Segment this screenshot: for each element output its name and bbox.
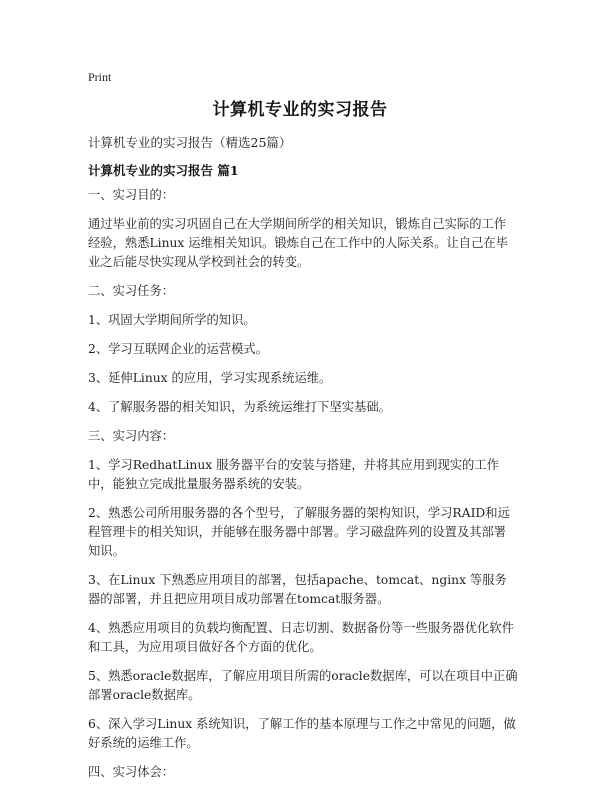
list-item: 2、学习互联网企业的运营模式。 [88,342,268,356]
paragraph: 通过毕业前的实习巩固自己在大学期间所学的相关知识，锻炼自己实际的工作经验，熟悉Linux 运维相关知识。锻炼自己在工作中的人际关系。让自己在毕业之后能尽快实现从学校到社会的转变。 [88,217,508,269]
list-item: 4、了解服务器的相关知识，为系统运维打下坚实基础。 [88,400,391,414]
document-title: 计算机专业的实习报告 [212,100,388,120]
print-label: Print [88,70,112,84]
paragraph-heading-content: 三、实习内容： [88,429,175,443]
list-item: 1、学习RedhatLinux 服务器平台的安装与搭建，并将其应用到现实的工作中，能独立完成批量服务器系统的安装。 [88,458,499,491]
list-item: 3、在Linux 下熟悉应用项目的部署，包括apache、tomcat、nginx 等服务器的部署，并且把应用项目成功部署在tomcat服务器。 [88,573,507,606]
list-item: 4、熟悉应用项目的负载均衡配置、日志切割、数据备份等一些服务器优化软件和工具，为应用项目做好各个方面的优化。 [88,621,514,654]
list-item: 5、熟悉oracle数据库，了解应用项目所需的oracle数据库，可以在项目中正确部署oracle数据库。 [88,669,518,702]
list-item: 6、深入学习Linux 系统知识，了解工作的基本原理与工作之中常见的问题，做好系统的运维工作。 [88,717,516,750]
section-heading: 计算机专业的实习报告 篇1 [88,163,239,178]
document-body [88,186,518,792]
list-item: 1、巩固大学期间所学的知识。 [88,313,256,327]
list-item: 3、延伸Linux 的应用，学习实现系统运维。 [88,371,332,385]
paragraph-heading-purpose: 一、实习目的： [88,188,175,202]
paragraph-heading-experience: 四、实习体会： [88,765,175,779]
document-subtitle: 计算机专业的实习报告（精选25篇） [88,135,292,150]
paragraph-heading-tasks: 二、实习任务： [88,284,175,298]
list-item: 2、熟悉公司所用服务器的各个型号，了解服务器的架构知识，学习RAID和远程管理卡的相关知识，并能够在服务器中部署。学习磁盘阵列的设置及其部署知识。 [88,506,510,558]
